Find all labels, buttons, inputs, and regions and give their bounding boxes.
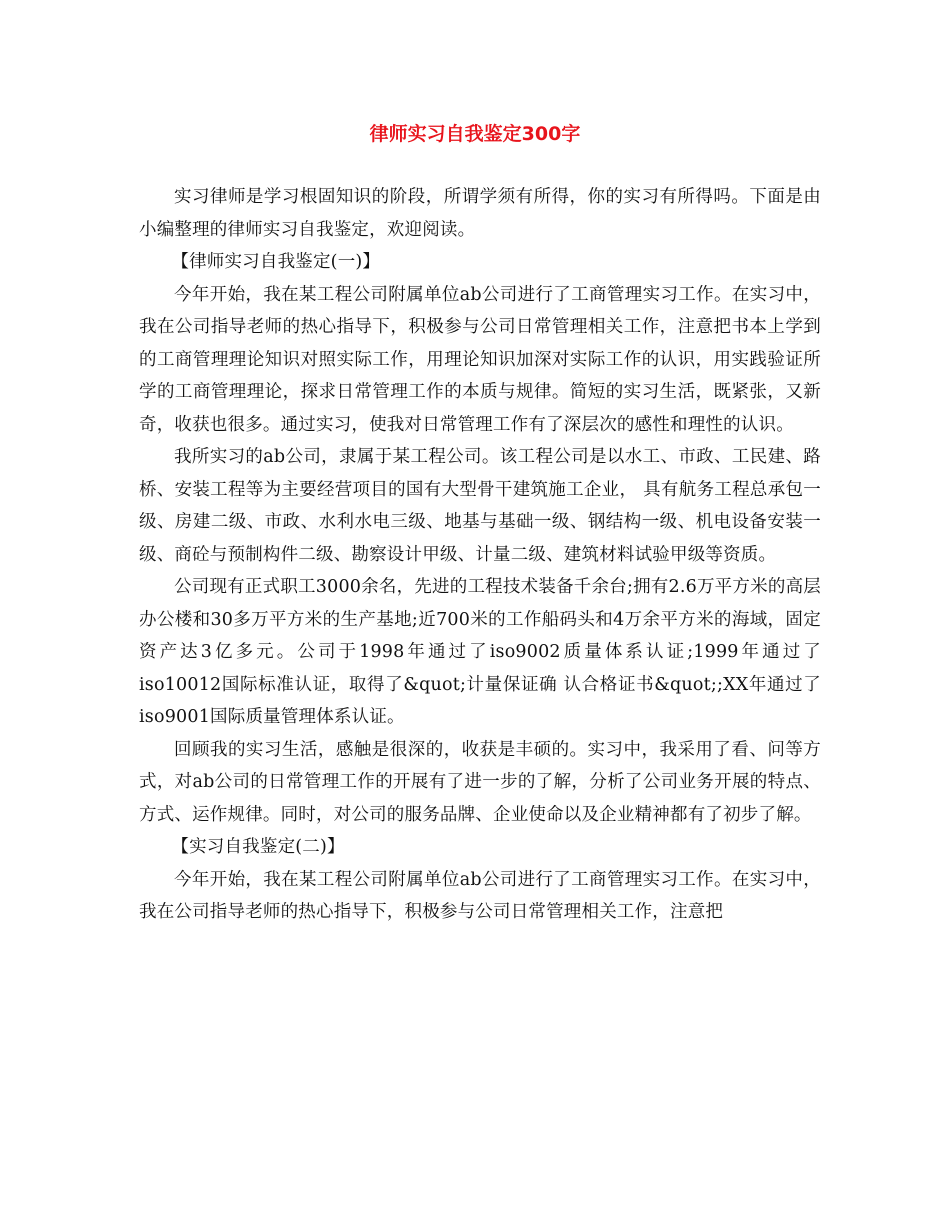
section-heading-2: 【实习自我鉴定(二)】 bbox=[171, 837, 345, 857]
document-title: 律师实习自我鉴定300字 bbox=[369, 123, 581, 145]
body-paragraph: 今年开始，我在某工程公司附属单位ab公司进行了工商管理实习工作。在实习中，我在公司指导老师的热心指导下，积极参与公司日常管理相关工作，注意把书本上学到的工商管理理论知识对照实际工作，用理论知识加深对实际工作的认识，用实践验证所学的工商管理理论，探求日常管理工作的本质与规律。简短的实习生活，既紧张，又新奇，收获也很多。通过实习，使我对日常管理工作有了深层次的感性和理性的认识。 bbox=[139, 284, 821, 435]
body-paragraph: 今年开始，我在某工程公司附属单位ab公司进行了工商管理实习工作。在实习中，我在公司指导老师的热心指导下，积极参与公司日常管理相关工作，注意把 bbox=[139, 869, 821, 922]
body-paragraph: 公司现有正式职工3000余名，先进的工程技术装备千余台;拥有2.6万平方米的高层办公楼和30多万平方米的生产基地;近700米的工作船码头和4万余平方米的海域，固定资产达3亿多元。公司于1998年通过了iso9002质量体系认证;1999年通过了iso10012国际标准认证，取得了&quot;计量保证确 认合格证书&quot;;XX年通过了iso9001国际质量管理体系认证。 bbox=[139, 577, 821, 727]
document-body bbox=[139, 181, 821, 929]
body-paragraph: 我所实习的ab公司，隶属于某工程公司。该工程公司是以水工、市政、工民建、路桥、安装工程等为主要经营项目的国有大型骨干建筑施工企业， 具有航务工程总承包一级、房建二级、市政、水利水电三级、地基与基础一级、钢结构一级、机电设备安装一级、商砼与预制构件二级、勘察设计甲级、计量二级、建筑材料试验甲级等资质。 bbox=[139, 447, 821, 565]
intro-paragraph: 实习律师是学习根固知识的阶段，所谓学须有所得，你的实习有所得吗。下面是由小编整理的律师实习自我鉴定，欢迎阅读。 bbox=[139, 187, 821, 240]
body-paragraph: 回顾我的实习生活，感触是很深的，收获是丰硕的。实习中，我采用了看、问等方式，对ab公司的日常管理工作的开展有了进一步的了解，分析了公司业务开展的特点、方式、运作规律。同时，对公司的服务品牌、企业使命以及企业精神都有了初步了解。 bbox=[139, 739, 821, 825]
section-heading-1: 【律师实习自我鉴定(一)】 bbox=[171, 252, 381, 272]
